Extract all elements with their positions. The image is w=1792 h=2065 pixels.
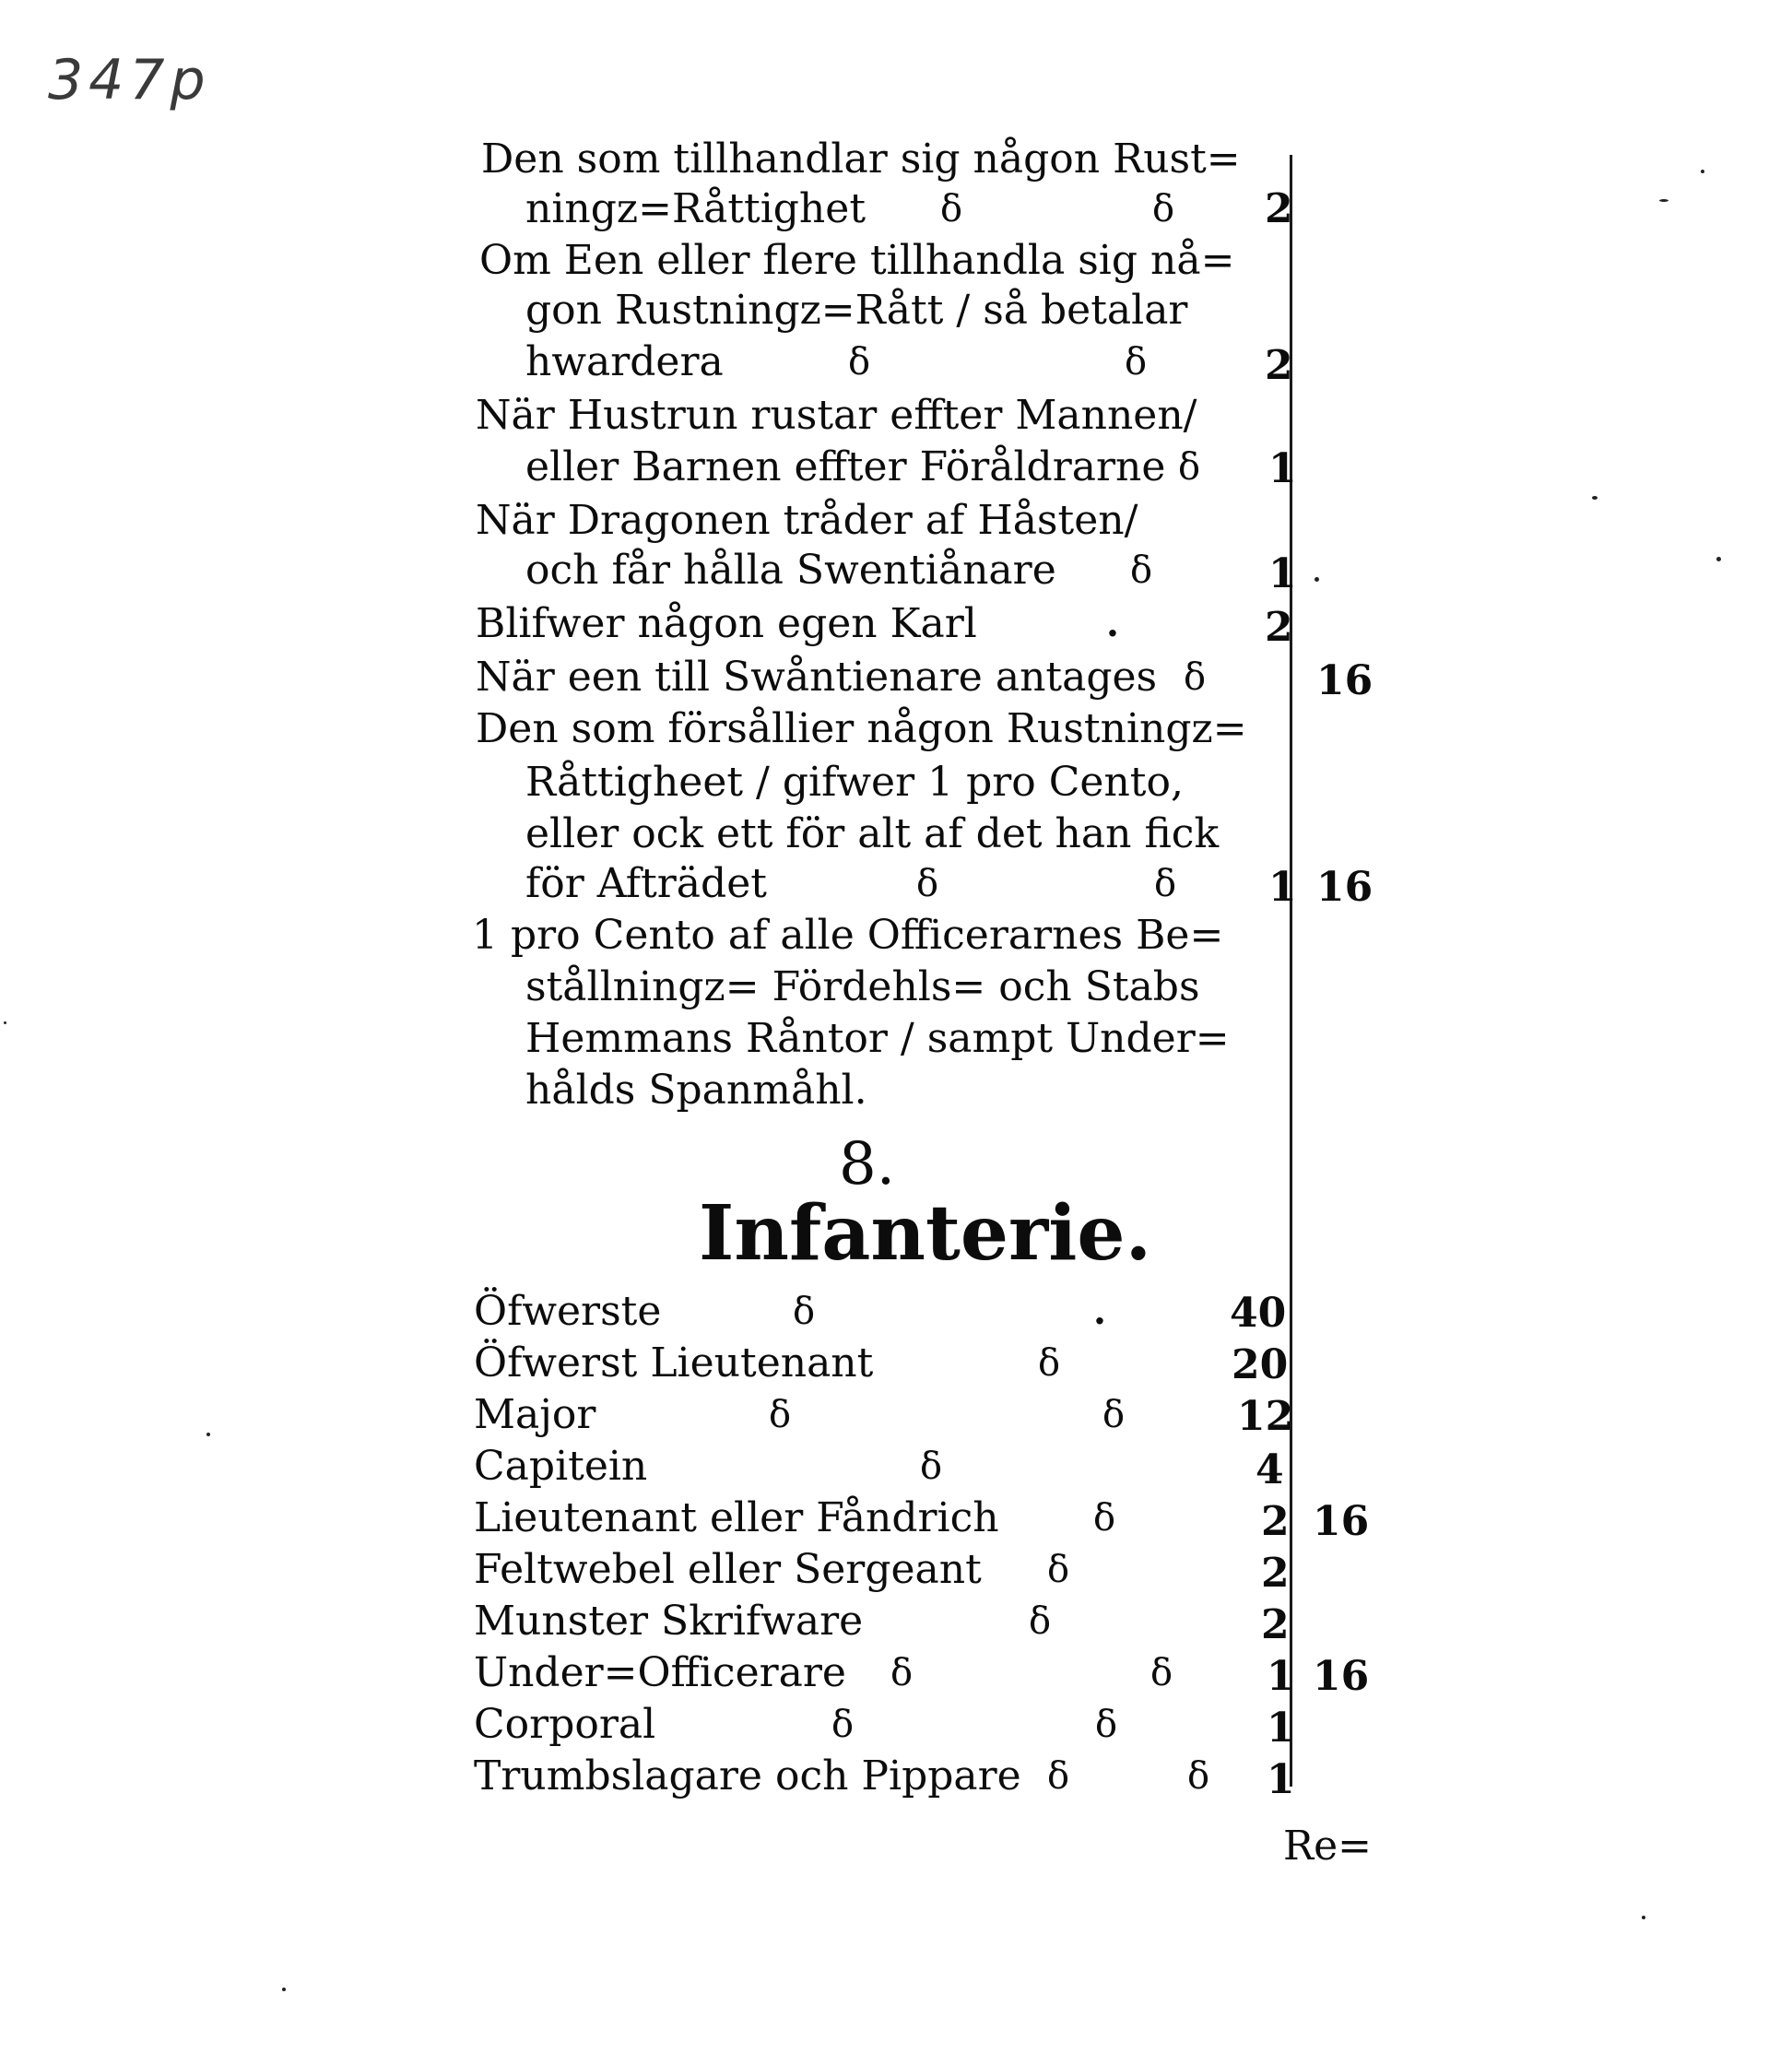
entry-8-line-3: Hemmans Råntor / sampt Under= <box>525 1015 1230 1062</box>
entry-8-line-2: stållningz= Fördehls= och Stabs <box>525 963 1200 1010</box>
scan-speck <box>1659 199 1668 202</box>
rank-1-name: Öfwerste <box>474 1288 662 1335</box>
entry-7-col2: 16 <box>1316 864 1373 911</box>
rank-2-name: Öfwerst Lieutenant <box>474 1339 874 1386</box>
entry-7-line-3: eller ock ett för alt af det han fick <box>525 810 1220 857</box>
entry-2-line-2: gon Rustningz=Rått / så betalar <box>525 287 1188 334</box>
rank-6-col1: 2 <box>1261 1550 1290 1597</box>
rank-8-col2: 16 <box>1313 1653 1370 1700</box>
rank-7-col1: 2 <box>1261 1601 1290 1648</box>
rank-3-dot-2: ẟ <box>1102 1394 1126 1436</box>
entry-3-line-2: eller Barnen effter Föråldrarne <box>525 443 1166 490</box>
rank-4-dot-1: ẟ <box>920 1446 943 1488</box>
entry-4-dot-1: ẟ <box>1130 549 1153 592</box>
entry-6-dot-1: ẟ <box>1184 656 1207 699</box>
rank-4-name: Capitein <box>474 1443 648 1490</box>
entry-6-line-1: När een till Swåntienare antages <box>476 654 1158 701</box>
rank-5-col1: 2 <box>1261 1498 1290 1545</box>
entry-8-line-4: hålds Spanmåhl. <box>525 1067 867 1114</box>
rank-1-dot-2: . <box>1093 1290 1106 1333</box>
rank-8-dot-1: ẟ <box>890 1652 914 1694</box>
catchword: Re= <box>1283 1823 1373 1870</box>
rank-6-dot-1: ẟ <box>1047 1549 1070 1591</box>
rank-10-dot-1: ẟ <box>1047 1755 1070 1798</box>
rank-10-dot-2: ẟ <box>1187 1755 1210 1798</box>
entry-2-col1: 2 <box>1265 342 1293 389</box>
rank-7-name: Munster Skrifware <box>474 1598 864 1645</box>
entry-5-dot-1: . <box>1106 602 1119 645</box>
entry-7-dot-1: ẟ <box>916 863 939 905</box>
rank-9-dot-1: ẟ <box>831 1704 855 1746</box>
rank-8-name: Under=Officerare <box>474 1649 846 1696</box>
scan-speck <box>1315 577 1319 582</box>
entry-7-line-2: Råttigheet / gifwer 1 pro Cento, <box>525 759 1184 806</box>
entry-6-col2: 16 <box>1316 657 1373 704</box>
scan-speck <box>206 1433 210 1436</box>
rank-5-col2: 16 <box>1313 1498 1370 1545</box>
entry-4-col1: 1 <box>1268 550 1297 597</box>
handwritten-page-note: 347p <box>48 48 211 112</box>
entry-5-line-1: Blifwer någon egen Karl <box>476 600 977 647</box>
rank-8-col1: 1 <box>1267 1653 1295 1700</box>
entry-4-line-2: och får hålla Swentiånare <box>525 547 1056 594</box>
rank-1-dot-1: ẟ <box>793 1291 816 1333</box>
rank-9-col1: 1 <box>1267 1705 1295 1752</box>
rank-10-col1: 1 <box>1267 1756 1295 1803</box>
rank-6-name: Feltwebel eller Sergeant <box>474 1546 982 1593</box>
entry-7-line-1: Den som försållier någon Rustningz= <box>476 705 1247 752</box>
rank-5-name: Lieutenant eller Fåndrich <box>474 1494 999 1541</box>
rank-2-dot-1: ẟ <box>1038 1342 1061 1385</box>
entry-8-line-1: 1 pro Cento af alle Officerarnes Be= <box>472 912 1224 959</box>
entry-3-col1: 1 <box>1268 445 1297 492</box>
rank-10-name: Trumbslagare och Pippare <box>474 1752 1021 1800</box>
entry-1-dot-1: ẟ <box>940 188 963 230</box>
section-number: 8. <box>839 1130 896 1198</box>
rank-1-col1: 40 <box>1230 1290 1287 1337</box>
entry-1-line-2: ningz=Råttighet <box>525 185 866 232</box>
entry-2-dot-2: ẟ <box>1125 341 1148 384</box>
rank-7-dot-1: ẟ <box>1029 1600 1052 1643</box>
rank-9-dot-2: ẟ <box>1095 1704 1118 1746</box>
rank-2-col1: 20 <box>1232 1341 1289 1388</box>
entry-2-dot-1: ẟ <box>848 341 871 384</box>
scan-speck <box>1716 557 1721 561</box>
entry-2-line-3: hwardera <box>525 338 724 385</box>
entry-5-col1: 2 <box>1265 604 1293 651</box>
rank-9-name: Corporal <box>474 1701 656 1748</box>
rank-3-dot-1: ẟ <box>769 1394 792 1436</box>
entry-4-line-1: När Dragonen tråder af Håsten/ <box>476 497 1138 544</box>
entry-3-dot-1: ẟ <box>1178 446 1201 489</box>
entry-2-line-1: Om Een eller flere tillhandla sig nå= <box>479 237 1235 284</box>
scan-speck <box>1701 170 1704 173</box>
entry-3-line-1: När Hustrun rustar effter Mannen/ <box>476 392 1197 439</box>
scan-speck <box>282 1988 286 1991</box>
entry-1-dot-2: ẟ <box>1152 188 1175 230</box>
scan-speck <box>1642 1916 1645 1919</box>
entry-7-dot-2: ẟ <box>1154 863 1177 905</box>
rank-3-col1: 12 <box>1237 1393 1294 1440</box>
rank-3-name: Major <box>474 1391 596 1438</box>
scan-speck <box>4 1021 6 1024</box>
section-title: Infanterie. <box>699 1189 1152 1278</box>
rank-8-dot-2: ẟ <box>1150 1652 1173 1694</box>
entry-7-col1: 1 <box>1268 864 1297 911</box>
entry-7-line-4: för Afträdet <box>525 860 767 907</box>
rank-4-col1: 4 <box>1256 1446 1284 1493</box>
rank-5-dot-1: ẟ <box>1093 1497 1116 1540</box>
scan-speck <box>1592 496 1597 500</box>
entry-1-col1: 2 <box>1265 185 1293 232</box>
entry-1-line-1: Den som tillhandlar sig någon Rust= <box>481 136 1241 183</box>
